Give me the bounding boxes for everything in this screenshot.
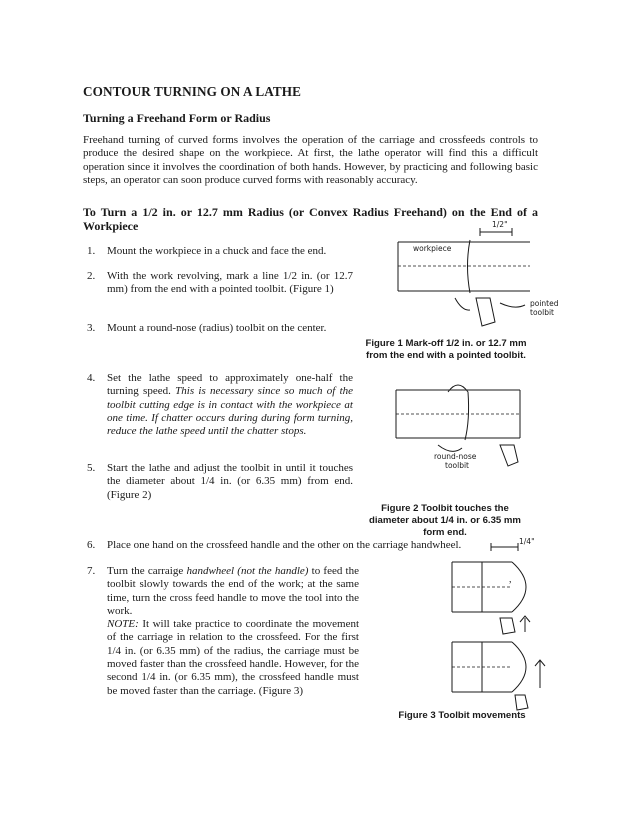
section-subtitle: Turning a Freehand Form or Radius [83, 111, 271, 125]
intro-paragraph: Freehand turning of curved forms involves the operation of the carriage and crossfeeds controls to produce the desired shape on the workpiece. At first, the lathe operator will find this a difficult operation since it involves the coordination of both hands. However, by practicing and following basic steps, an operator can soon produce curved forms with reasonably accuracy. [83, 134, 538, 186]
tool-label-line-1: pointed [530, 299, 559, 308]
tool-label-line-1: round-nose [434, 452, 477, 461]
step-italic-text: This is necessary since so much of the toolbit cutting edge is in contact with the workpiece at one time. If chatter occurs during during form turning, reduce the lathe speed until the chatter stops. [107, 385, 354, 438]
feed-arrow-bottom [535, 660, 545, 688]
step-text: to feed the toolbit slowly towards the end of the work; at the same time, turn the cross feed handle to move the tool into the work. [107, 565, 359, 617]
step-text: Set the lathe speed to approximately one-half the turning speed. [107, 372, 353, 398]
figure-1-caption: Figure 1 Mark-off 1/2 in. or 12.7 mm from the end with a pointed toolbit. [365, 338, 527, 361]
step-text: Start the lathe and adjust the toolbit in until it touches the diameter about 1/4 in. (or 6.35 mm) from end. (Figure 2) [107, 462, 353, 501]
dimension-label: 1/4" [519, 537, 535, 546]
step-italic-text: handwheel (not the handle) [186, 565, 309, 577]
step-text: Turn the carraige [107, 565, 184, 577]
radius-bottom [512, 642, 526, 692]
step-number: 4. [87, 372, 96, 384]
stray-mark: , [509, 574, 512, 585]
tool-label-line-2: toolbit [445, 461, 469, 470]
page-title: CONTOUR TURNING ON A LATHE [83, 84, 302, 99]
dimension-line [491, 543, 518, 551]
figure-2-caption: Figure 2 Toolbit touches the diameter about 1/4 in. or 6.35 mm form end. [369, 503, 521, 538]
step-number: 3. [87, 322, 96, 334]
step-number: 7. [87, 565, 96, 577]
note-label: NOTE: [107, 618, 139, 631]
feed-arrow-top [520, 616, 530, 632]
step-number: 6. [87, 539, 96, 551]
step-number: 2. [87, 270, 96, 282]
dimension-label: 1/2" [492, 220, 508, 229]
step-number: 5. [87, 462, 96, 474]
step-text: With the work revolving, mark a line 1/2 in. (or 12.7 mm) from the end with a pointed toolbit. (Figure 1) [107, 270, 353, 296]
toolbit-top [500, 618, 515, 634]
step-number: 1. [87, 245, 96, 257]
step-text: Mount a round-nose (radius) toolbit on the center. [107, 322, 327, 334]
figure-3-caption: Figure 3 Toolbit movements [398, 710, 526, 721]
tool-label-line-2: toolbit [530, 308, 554, 317]
note-text: It will take practice to coordinate the movement of the carriage in relation to the crossfeed. For the first 1/4 in. (or 6.35 mm) of the radius, the carriage must be moved faster than the crossfeed handle. However, for the second 1/4 in. (or 6.35 mm), the crossfeed handle must be moved faster than the carriage. (Figure 3) [107, 618, 360, 697]
toolbit-bottom [515, 695, 528, 710]
step-text: Mount the workpiece in a chuck and face the end. [107, 245, 327, 257]
workpiece-label: workpiece [413, 244, 452, 253]
step-text: Place one hand on the crossfeed handle and the other on the carriage handwheel. [107, 539, 462, 551]
radius-top [512, 562, 526, 612]
procedure-heading: To Turn a 1/2 in. or 12.7 mm Radius (or Convex Radius Freehand) on the End of a Workpiece [83, 205, 538, 233]
